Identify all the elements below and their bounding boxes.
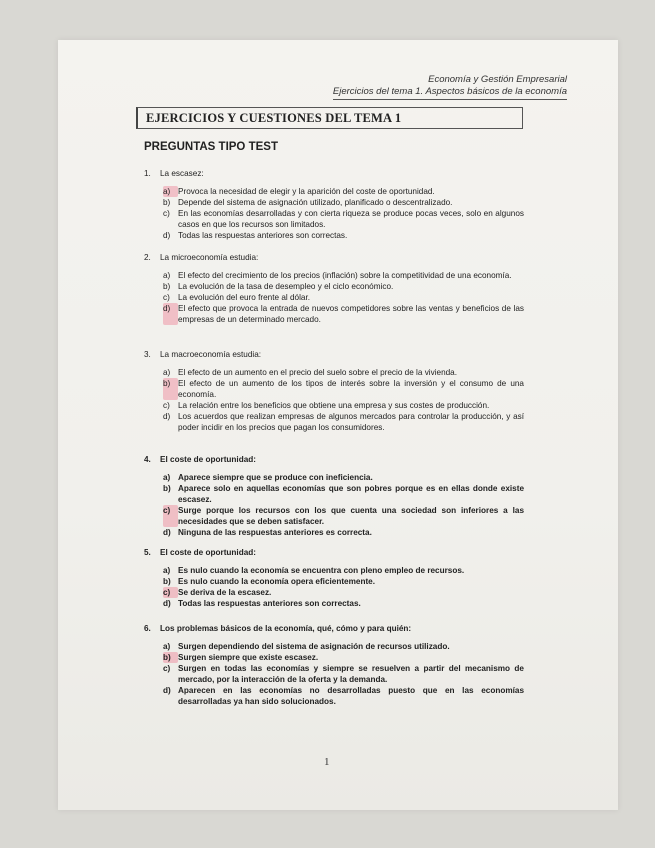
option-c xyxy=(163,292,524,303)
question-stem: El coste de oportunidad: xyxy=(160,455,256,464)
option-c xyxy=(163,400,524,411)
option-text: Ninguna de las respuestas anteriores es correcta. xyxy=(178,528,372,537)
option-letter: b) xyxy=(163,282,171,291)
option-letter: b) xyxy=(163,198,171,207)
option-text: Aparece siempre que se produce con ineficiencia. xyxy=(178,473,373,482)
option-letter: b) xyxy=(163,577,171,586)
option-letter-marked: d) xyxy=(163,303,178,325)
option-c xyxy=(163,663,524,685)
question-1 xyxy=(144,168,524,241)
option-text: El efecto de un aumento en el precio del suelo sobre el precio de la vivienda. xyxy=(178,368,458,377)
question-number: 6. xyxy=(144,624,151,633)
option-text: El efecto del crecimiento de los precios (inflación) sobre la competitividad de una economía. xyxy=(178,271,512,280)
option-text: Surgen dependiendo del sistema de asignación de recursos utilizado. xyxy=(178,642,450,651)
option-d xyxy=(163,230,524,241)
title-box xyxy=(136,107,523,129)
option-text: El efecto de un aumento de los tipos de interés sobre la inversión y el consumo de una economía. xyxy=(178,379,524,399)
question-number: 3. xyxy=(144,350,151,359)
option-b xyxy=(163,576,524,587)
option-a xyxy=(163,270,524,281)
option-c xyxy=(163,505,524,527)
option-b xyxy=(163,197,524,208)
option-text: Depende del sistema de asignación utilizado, planificado o descentralizado. xyxy=(178,198,453,207)
option-text: Los acuerdos que realizan empresas de algunos mercados para controlar la producción, y así poder incidir en los precios que pagan los consumidores. xyxy=(178,412,524,432)
option-text: Todas las respuestas anteriores son correctas. xyxy=(178,231,348,240)
option-letter: c) xyxy=(163,401,170,410)
question-stem: La escasez: xyxy=(160,169,204,178)
option-letter-marked: c) xyxy=(163,505,178,527)
option-b xyxy=(163,483,524,505)
section-heading: PREGUNTAS TIPO TEST xyxy=(144,141,278,153)
option-letter: a) xyxy=(163,566,171,575)
page-number: 1 xyxy=(324,756,330,768)
option-letter: a) xyxy=(163,473,171,482)
option-b xyxy=(163,281,524,292)
option-letter: d) xyxy=(163,528,171,537)
question-2 xyxy=(144,252,524,325)
option-text: El efecto que provoca la entrada de nuevos competidores sobre las ventas y beneficios de las empresas de un determinado mercado. xyxy=(178,304,524,324)
option-letter: c) xyxy=(163,664,171,673)
option-d xyxy=(163,411,524,433)
option-text: En las economías desarrolladas y con cierta riqueza se produce pocas veces, solo en algunos casos en que los recursos son limitados. xyxy=(178,209,524,229)
option-text: Todas las respuestas anteriores son correctas. xyxy=(178,599,361,608)
option-text: Se deriva de la escasez. xyxy=(178,588,272,597)
option-text: Surgen en todas las economías y siempre se resuelven a partir del mecanismo de mercado, por la interacción de la oferta y la demanda. xyxy=(178,664,524,684)
option-letter: a) xyxy=(163,642,171,651)
question-number: 4. xyxy=(144,455,151,464)
question-stem: La macroeconomía estudia: xyxy=(160,350,262,359)
question-stem: Los problemas básicos de la economía, qué, cómo y para quién: xyxy=(160,624,412,633)
option-c xyxy=(163,587,524,598)
question-stem: El coste de oportunidad: xyxy=(160,548,256,557)
option-letter-marked: b) xyxy=(163,378,178,400)
option-b xyxy=(163,652,524,663)
question-stem: La microeconomía estudia: xyxy=(160,253,259,262)
option-text: Es nulo cuando la economía opera eficientemente. xyxy=(178,577,376,586)
option-letter: a) xyxy=(163,368,171,377)
option-letter: c) xyxy=(163,293,170,302)
option-c xyxy=(163,208,524,230)
option-text: Aparece solo en aquellas economías que son pobres porque es en ellas donde existe escasez. xyxy=(178,484,524,504)
question-6 xyxy=(144,623,524,707)
header-course: Economía y Gestión Empresarial xyxy=(428,74,567,85)
option-letter: d) xyxy=(163,231,171,240)
option-text: La evolución de la tasa de desempleo y el ciclo económico. xyxy=(178,282,394,291)
page-header xyxy=(333,74,567,100)
option-letter: d) xyxy=(163,599,171,608)
option-text: Surgen siempre que existe escasez. xyxy=(178,653,319,662)
option-d xyxy=(163,527,524,538)
document-title: EJERCICIOS Y CUESTIONES DEL TEMA 1 xyxy=(146,111,402,125)
option-a xyxy=(163,367,524,378)
option-a xyxy=(163,641,524,652)
option-letter: c) xyxy=(163,209,170,218)
option-d xyxy=(163,303,524,325)
question-number: 1. xyxy=(144,169,151,178)
option-d xyxy=(163,598,524,609)
option-a xyxy=(163,565,524,576)
question-4 xyxy=(144,454,524,538)
option-letter: d) xyxy=(163,686,171,695)
option-letter: a) xyxy=(163,271,171,280)
option-text: Es nulo cuando la economía se encuentra con pleno empleo de recursos. xyxy=(178,566,465,575)
option-text: Surge porque los recursos con los que cuenta una sociedad son inferiores a las necesidades que se deben satisfacer. xyxy=(178,506,524,526)
option-letter-marked: a) xyxy=(163,186,178,197)
option-text: La relación entre los beneficios que obtiene una empresa y sus costes de producción. xyxy=(178,401,490,410)
option-b xyxy=(163,378,524,400)
option-text: La evolución del euro frente al dólar. xyxy=(178,293,310,302)
option-a xyxy=(163,186,524,197)
question-5 xyxy=(144,547,524,609)
option-a xyxy=(163,472,524,483)
option-letter-marked: c) xyxy=(163,587,178,598)
option-text: Aparecen en las economías no desarrolladas puesto que en las economías desarrolladas ya han sido solucionados. xyxy=(178,686,524,706)
question-number: 2. xyxy=(144,253,151,262)
option-letter: b) xyxy=(163,484,171,493)
option-text: Provoca la necesidad de elegir y la aparición del coste de oportunidad. xyxy=(178,187,435,196)
question-number: 5. xyxy=(144,548,151,557)
option-letter: d) xyxy=(163,412,171,421)
question-3 xyxy=(144,349,524,433)
option-d xyxy=(163,685,524,707)
header-topic: Ejercicios del tema 1. Aspectos básicos de la economía xyxy=(333,86,567,100)
option-letter-marked: b) xyxy=(163,652,178,663)
